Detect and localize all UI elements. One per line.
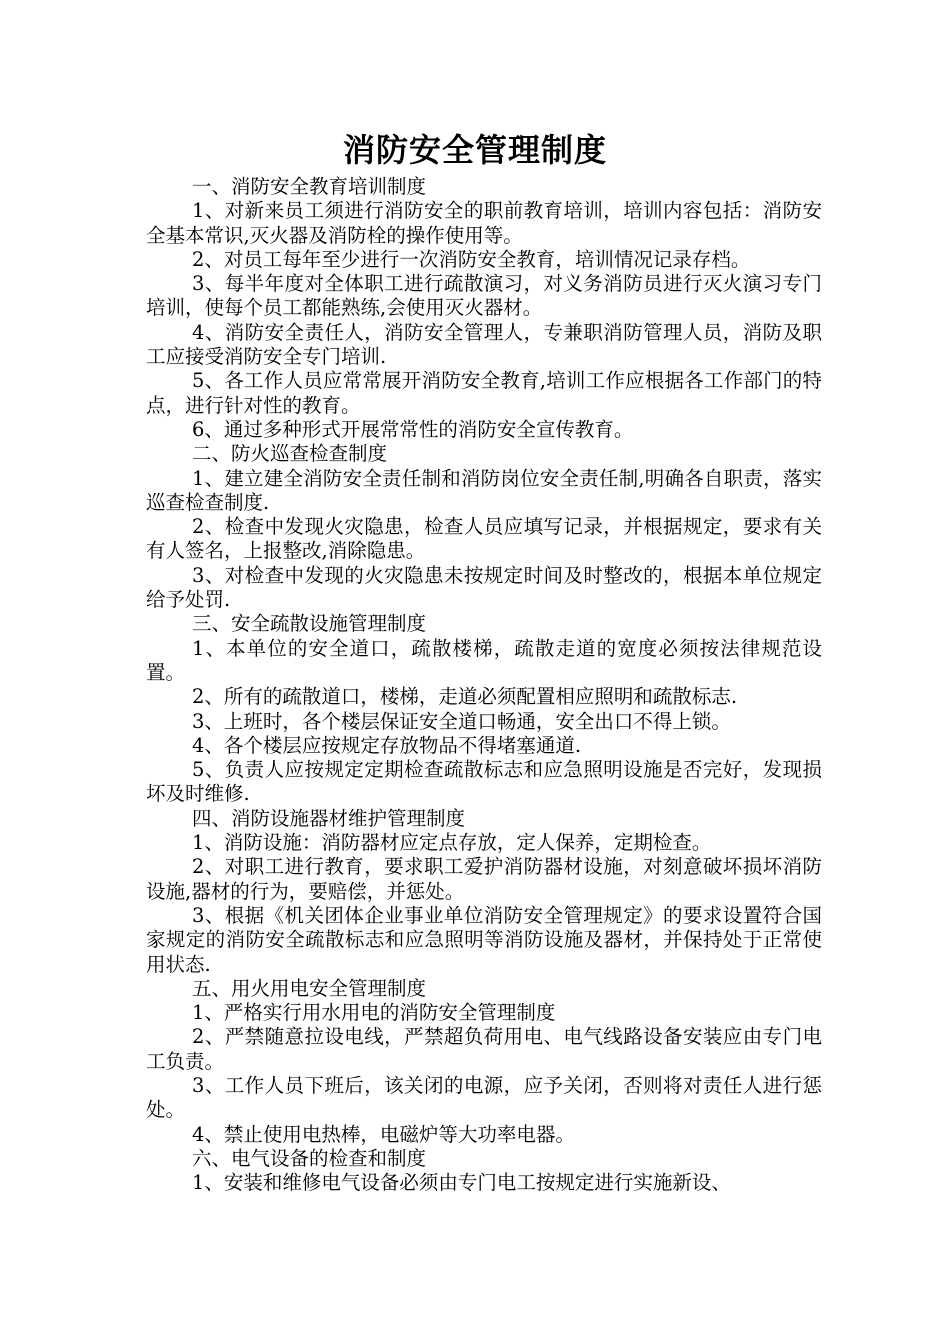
section-heading: 六、电气设备的检查和制度 <box>192 1146 427 1170</box>
paragraph: 6、通过多种形式开展常常性的消防安全宣传教育。 <box>192 417 634 441</box>
paragraph: 4、各个楼层应按规定存放物品不得堵塞通道. <box>192 733 582 757</box>
paragraph: 4、消防安全责任人，消防安全管理人，专兼职消防管理人员，消防及职工应接受消防安全专门培训. <box>146 320 822 369</box>
paragraph: 1、建立建全消防安全责任制和消防岗位安全责任制,明确各自职责，落实巡查检查制度. <box>146 466 822 514</box>
paragraph: 3、每半年度对全体职工进行疏散演习，对义务消防员进行灭火演习专门培训，使每个员工都能熟练,会使用灭火器材。 <box>146 272 822 320</box>
paragraph: 2、所有的疏散道口，楼梯，走道必须配置相应照明和疏散标志. <box>192 685 738 709</box>
paragraph: 2、对职工进行教育，要求职工爱护消防器材设施，对刻意破坏损坏消防设施,器材的行为，要赔偿，并惩处。 <box>146 855 822 903</box>
document-title: 消防安全管理制度 <box>342 131 607 169</box>
paragraph: 1、安装和维修电气设备必须由专门电工按规定进行实施新设、 <box>192 1171 731 1195</box>
paragraph: 1、严格实行用水用电的消防安全管理制度 <box>192 1001 556 1025</box>
paragraph: 1、消防设施：消防器材应定点存放，定人保养，定期检查。 <box>192 831 712 855</box>
paragraph: 1、对新来员工须进行消防安全的职前教育培训，培训内容包括：消防安全基本常识,灭火器及消防栓的操作使用等。 <box>146 199 822 247</box>
section-heading: 四、消防设施器材维护管理制度 <box>192 806 466 830</box>
section-heading: 五、用火用电安全管理制度 <box>192 976 427 1000</box>
paragraph: 3、根据《机关团体企业事业单位消防安全管理规定》的要求设置符合国家规定的消防安全疏散标志和应急照明等消防设施及器材，并保持处于正常使用状态. <box>146 903 822 976</box>
paragraph: 3、上班时，各个楼层保证安全道口畅通，安全出口不得上锁。 <box>192 709 731 733</box>
section-heading: 一、消防安全教育培训制度 <box>192 175 427 198</box>
paragraph: 3、工作人员下班后，该关闭的电源，应予关闭，否则将对责任人进行惩处。 <box>146 1073 822 1122</box>
document-body <box>146 175 822 1195</box>
paragraph: 2、严禁随意拉设电线，严禁超负荷用电、电气线路设备安装应由专门电工负责。 <box>146 1025 822 1073</box>
paragraph: 3、对检查中发现的火灾隐患未按规定时间及时整改的，根据本单位规定给予处罚. <box>146 563 822 612</box>
paragraph: 4、禁止使用电热棒，电磁炉等大功率电器。 <box>192 1122 575 1146</box>
paragraph: 2、检查中发现火灾隐患，检查人员应填写记录，并根据规定，要求有关有人签名，上报整改,消除隐患。 <box>146 515 822 563</box>
paragraph: 5、各工作人员应常常展开消防安全教育,培训工作应根据各工作部门的特点，进行针对性的教育。 <box>146 369 822 417</box>
paragraph: 2、对员工每年至少进行一次消防安全教育，培训情况记录存档。 <box>192 247 751 271</box>
section-heading: 三、安全疏散设施管理制度 <box>192 612 427 636</box>
section-heading: 二、防火巡查检查制度 <box>192 442 388 466</box>
paragraph: 5、负责人应按规定定期检查疏散标志和应急照明设施是否完好，发现损坏及时维修. <box>146 758 822 806</box>
paragraph: 1、本单位的安全道口，疏散楼梯，疏散走道的宽度必须按法律规范设置。 <box>146 636 822 684</box>
